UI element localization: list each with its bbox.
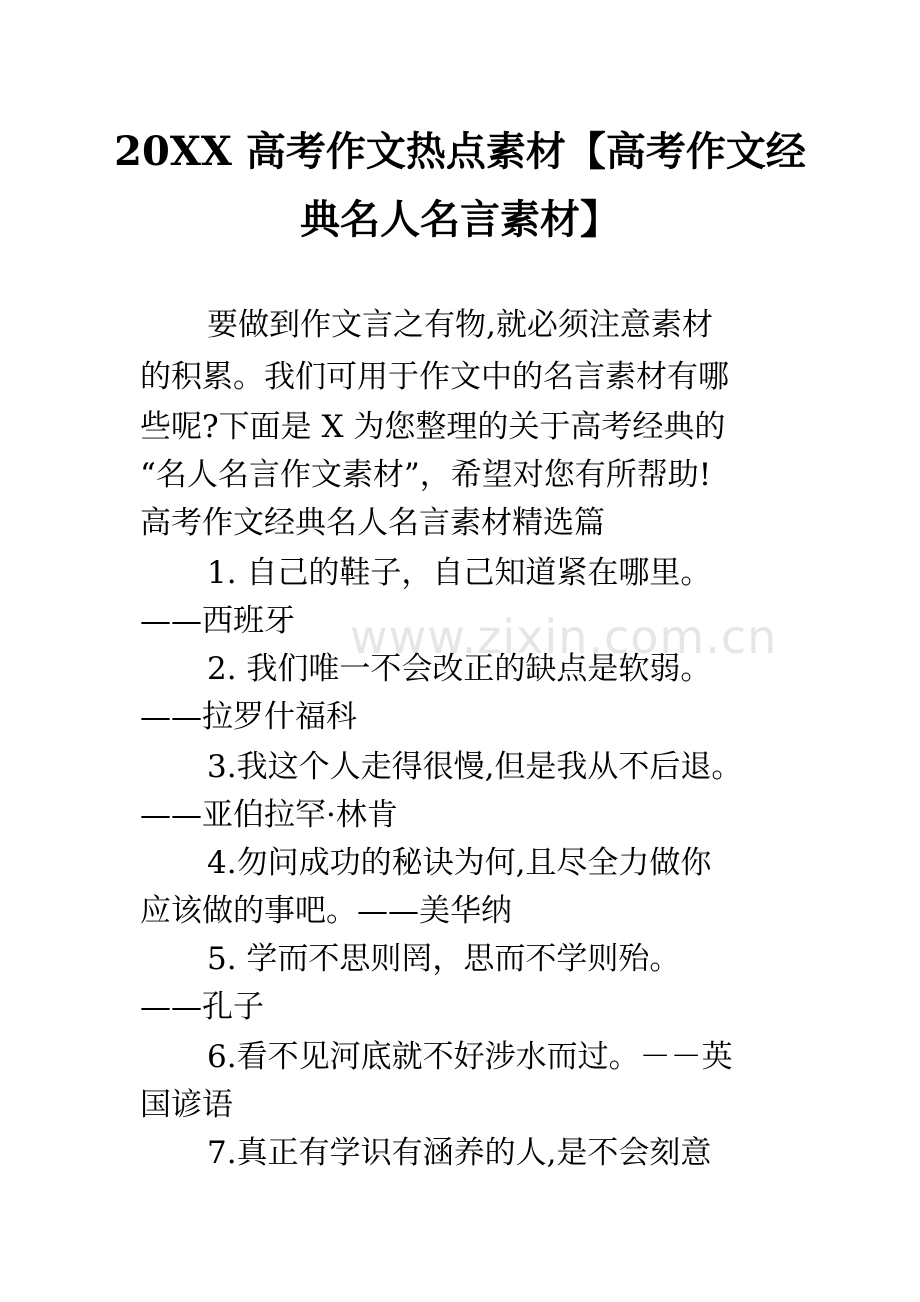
- quote-author: ——西班牙: [140, 603, 295, 639]
- watermark: www.zixin.com.cn: [350, 610, 778, 664]
- title-line-1: 20XX 高考作文热点素材【高考作文经: [114, 128, 806, 175]
- quote-item: 7.真正有学识有涵养的人,是不会刻意: [207, 1135, 712, 1171]
- body-line: “名人名言作文素材”，希望对您有所帮助!: [140, 457, 712, 493]
- quote-author: ——孔子: [140, 989, 264, 1025]
- quote-author: 国谚语: [140, 1087, 233, 1123]
- quote-author: ——拉罗什福科: [140, 699, 357, 735]
- section-heading: 高考作文经典名人名言素材精选篇: [140, 505, 605, 541]
- quote-item: 3.我这个人走得很慢,但是我从不后退。: [207, 749, 743, 785]
- quote-author: 应该做的事吧。——美华纳: [140, 893, 512, 929]
- body-line: 要做到作文言之有物,就必须注意素材: [207, 307, 713, 343]
- body-line: 些呢?下面是 X 为您整理的关于高考经典的: [140, 409, 726, 445]
- quote-item: 4.勿问成功的秘诀为何,且尽全力做你: [207, 845, 712, 881]
- body-line: 的积累。我们可用于作文中的名言素材有哪: [140, 359, 729, 395]
- quote-item: 6.看不见河底就不好涉水而过。－－英: [207, 1039, 733, 1075]
- quote-item: 5. 学而不思则罔，思而不学则殆。: [207, 941, 681, 977]
- quote-item: 1. 自己的鞋子，自己知道紧在哪里。: [207, 555, 712, 591]
- quote-item: 2. 我们唯一不会改正的缺点是软弱。: [207, 651, 712, 687]
- quote-author: ——亚伯拉罕·林肯: [140, 797, 398, 833]
- title-line-2: 典名人名言素材】: [300, 196, 620, 243]
